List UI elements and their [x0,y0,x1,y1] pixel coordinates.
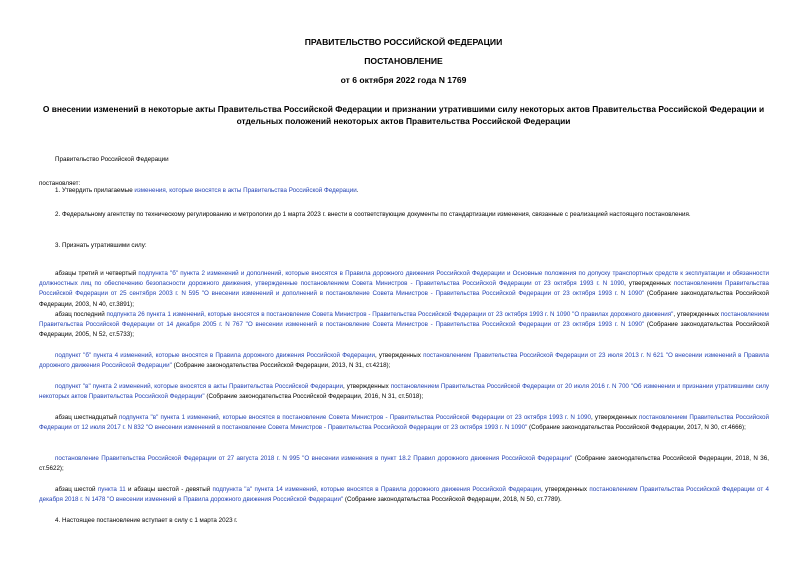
document-title: О внесении изменений в некоторые акты Правительства Российской Федерации и признании утратившими силу некоторых актов Правительства Российской Федерации и отдельных положений некоторых актов Правительства Российской Федерации [42,104,765,126]
repeal-paragraph-1 [39,269,769,310]
item-4-paragraph: 4. Настоящее постановление вступает в силу с 1 марта 2023 г. [55,517,238,524]
repeal-3-link-b[interactable]: постановлением Правительства Российской Федерации от 23 июля 2013 г. N 621 "О внесении изменений в Правила дорожного движения Российской Федерации" [39,352,770,370]
item-1-link[interactable]: изменения, которые вносятся в акты Правительства Российской Федерации [134,187,357,194]
repeal-7-text-b: и абзацы шестой - девятый [125,486,213,493]
repeal-5-link-b[interactable]: постановлением Правительства Российской Федерации от 12 июля 2017 г. N 832 "О внесении изменений в постановление Совета Министров - Правительства Российской Федерации от 23 октября 1993 г. N 1090" [39,414,769,432]
item-1-suffix: . [356,187,359,194]
repeal-5-link-a[interactable]: подпункта "в" пункта 1 изменений, которые вносятся в постановление Совета Министров - Правительства Российской Федерации от 23 октября 1993 г. N 1090 [118,414,591,421]
repeal-1-link-a[interactable]: подпункта "б" пункта 2 изменений и дополнений, которые вносятся в Правила дорожного движения Российской Федерации и Основные положения по допуску транспортных средств к эксплуатации и обязанности должностных лиц по обеспечению безопасности дорожного движения, утвержденные постановлением Совета Министров - Правительства Российской Федерации от 23 октября 1993 г. N 1090 [39,270,769,288]
repeal-7-link-c[interactable]: постановлением Правительства Российской Федерации от 4 декабря 2018 г. N 1478 "О внесении изменений в Правила дорожного движения Российской Федерации" [39,486,769,504]
repeal-3-text-c: (Собрание законодательства Российской Федерации, 2013, N 31, ст.4218); [171,362,391,370]
item-3-paragraph: 3. Признать утратившими силу: [55,242,147,249]
repeal-2-text-b: , утвержденных [673,311,721,318]
repeal-6-text: (Собрание законодательства Российской Федерации, 2018, N 36, ст.5622); [39,455,769,473]
repeal-7-link-b[interactable]: подпункта "а" пункта 14 изменений, которые вносятся в Правила дорожного движения Российской Федерации [212,486,541,493]
intro-paragraph: Правительство Российской Федерации [55,156,169,163]
repeal-4-link-a[interactable]: подпункт "в" пункта 2 изменений, которые вносятся в акты Правительства Российской Федерации [55,383,344,390]
repeal-3-text-b: , утвержденных [374,352,424,359]
repeal-1-text-b: , утвержденных [624,280,674,288]
document-type-heading: ПОСТАНОВЛЕНИЕ [364,56,443,66]
repeal-paragraph-4 [39,382,769,402]
repeal-7-text-c: , утвержденных [540,486,590,493]
repeal-1-link-b[interactable]: постановлением Правительства Российской Федерации от 25 сентября 2003 г. N 595 "О внесении изменений и дополнений в постановление Совета Министров - Правительства Российской Федерации от 23 октября 1993 г. N 1090" [39,280,769,298]
date-number-heading: от 6 октября 2022 года N 1769 [340,75,467,85]
repeal-paragraph-5 [39,413,769,433]
repeal-4-text-c: (Собрание законодательства Российской Федерации, 2016, N 31, ст.5018); [204,393,424,401]
repeal-7-text-a: абзац шестой [55,486,98,493]
item-1-text: 1. Утвердить прилагаемые [55,187,135,194]
repeal-paragraph-2 [39,310,769,341]
repeal-2-text-a: абзац последний [55,311,107,318]
repeal-4-text-b: , утвержденных [343,383,391,390]
repeal-5-text-a: абзац шестнадцатый [55,414,119,421]
repeal-7-link-a[interactable]: пункта 11 [97,486,126,493]
repeal-1-text-c: (Собрание законодательства Российской Федерации, 2003, N 40, ст.3891); [39,290,769,308]
repeal-1-text-a: абзацы третий и четвертый [55,270,139,277]
item-1-paragraph [55,186,770,196]
repeal-2-text-c: (Собрание законодательства Российской Федерации, 2005, N 52, ст.5733); [39,321,769,339]
repeal-paragraph-3 [39,351,769,371]
repeal-paragraph-7 [39,485,769,505]
repeal-6-link[interactable]: постановление Правительства Российской Федерации от 27 августа 2018 г. N 995 "О внесении изменения в пункт 18.2 Правил дорожного движения Российской Федерации" [55,455,573,462]
repeal-4-link-b[interactable]: постановлением Правительства Российской Федерации от 20 июля 2016 г. N 700 "Об изменении и признании утратившими силу некоторых актов Правительства Российской Федерации" [39,383,770,401]
repeal-2-link-a[interactable]: подпункта 26 пункта 1 изменений, которые вносятся в постановление Совета Министров - Правительства Российской Федерации от 23 октября 1993 г. N 1090 "О правилах дорожного движения" [106,311,674,318]
repeal-3-link-a[interactable]: подпункт "б" пункта 4 изменений, которые вносятся в Правила дорожного движения Российской Федерации [55,352,375,359]
repeal-5-text-b: , утвержденных [590,414,640,421]
repeal-5-text-c: (Собрание законодательства Российской Федерации, 2017, N 30, ст.4666); [527,424,746,432]
item-2-paragraph: 2. Федеральному агентству по техническому регулированию и метрологии до 1 марта 2023 г. внести в соответствующие документы по стандартизации изменения, связанные с реализацией настоящего постановления. [55,211,691,218]
repeal-paragraph-6 [39,454,769,474]
repeal-7-text-d: (Собрание законодательства Российской Федерации, 2018, N 50, ст.7789). [343,496,562,504]
decrees-paragraph: постановляет: [39,180,81,187]
government-heading: ПРАВИТЕЛЬСТВО РОССИЙСКОЙ ФЕДЕРАЦИИ [304,37,503,47]
repeal-2-link-b[interactable]: постановлением Правительства Российской Федерации от 14 декабря 2005 г. N 767 "О внесении изменений в постановление Совета Министров - Правительства Российской Федерации от 23 октября 1993 г. N 1090" [39,311,769,329]
